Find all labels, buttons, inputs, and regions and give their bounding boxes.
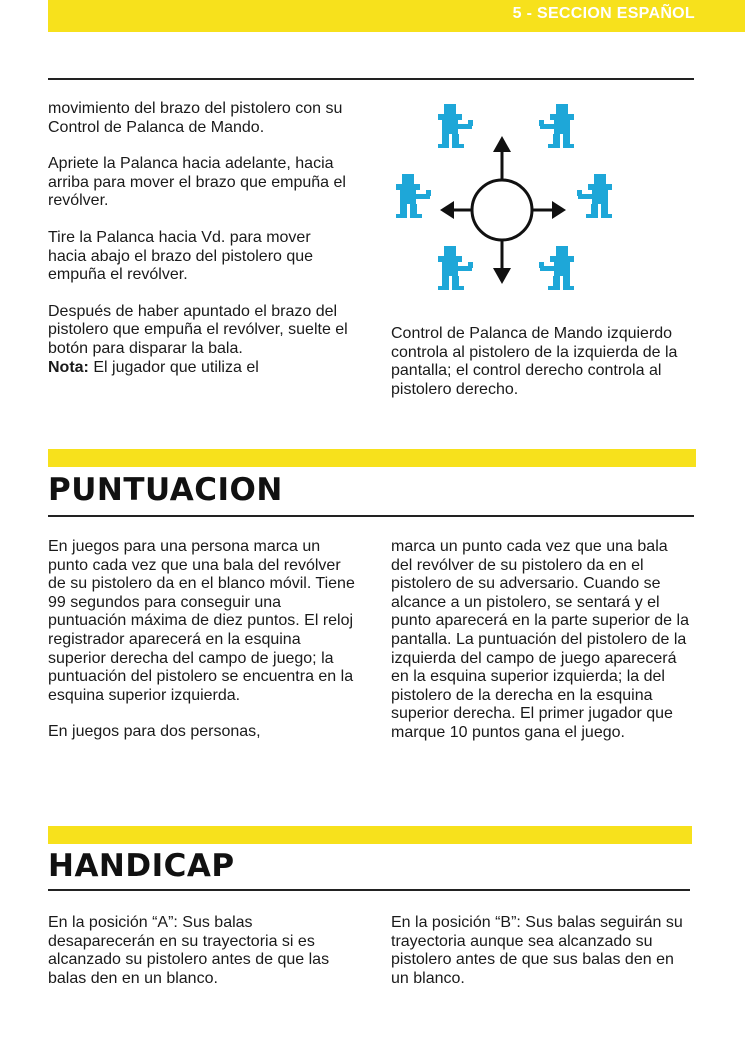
- intro-left-column: [48, 100, 348, 377]
- gunman-icon-bottom-left: [438, 246, 473, 290]
- puntuacion-paragraph-1: En juegos para una persona marca un punto cada vez que una bala del revólver de su pistolero da en el blanco móvil. Tiene 99 segundos para conseguir una puntuación máxima de diez puntos. El reloj registrador aparecerá en la esquina superior derecha del campo de juego; la puntuación del pistolero se encuentra en la esquina superior izquierda.: [48, 538, 355, 704]
- section-label: 5 - SECCION ESPAÑOL: [512, 5, 695, 22]
- handicap-rule: [48, 889, 690, 891]
- handicap-yellow-bar: [48, 826, 692, 844]
- arrow-down-icon: [493, 268, 511, 284]
- intro-paragraph-4: Después de haber apuntado el brazo del pistolero que empuña el revólver, suelte el botón para disparar la bala.: [48, 302, 348, 357]
- puntuacion-paragraph-2: En juegos para dos personas,: [48, 723, 261, 741]
- intro-note: [48, 359, 348, 378]
- arrow-left-icon: [440, 201, 454, 219]
- handicap-heading: HANDICAP: [48, 848, 235, 884]
- diagram-caption: Control de Palanca de Mando izquierdo controla al pistolero de la izquierda de la pantalla; el control derecho controla al pistolero derecho.: [391, 325, 678, 398]
- puntuacion-yellow-bar: [48, 449, 696, 467]
- handicap-left-column: En la posición “A”: Sus balas desaparecerán en su trayectoria si es alcanzado su pistolero antes de que las balas den en un blanco.: [48, 914, 330, 987]
- puntuacion-paragraph-3: marca un punto cada vez que una bala del revólver de su pistolero da en el pistolero de su adversario. Cuando se alcance a un pistolero, se sentará y el punto aparecerá en la parte superior de la pantalla. La puntuación del pistolero de la izquierda del campo de juego aparecerá en la esquina superior izquierda; la del pistolero de la derecha en la esquina superior derecha. El primer jugador que marque 10 puntos gana el juego.: [391, 538, 689, 741]
- joystick-direction-diagram: [392, 98, 620, 316]
- top-rule: [48, 78, 694, 80]
- gunman-icon-top-right: [539, 104, 574, 148]
- puntuacion-rule: [48, 515, 694, 517]
- puntuacion-left-column: [48, 538, 358, 760]
- joystick-circle-icon: [472, 180, 532, 240]
- arrow-right-icon: [552, 201, 566, 219]
- section-header-bar: [48, 0, 745, 32]
- gunman-icon-mid-right: [577, 174, 612, 218]
- arrow-up-icon: [493, 136, 511, 152]
- gunman-icon-mid-left: [396, 174, 431, 218]
- intro-paragraph-2: Apriete la Palanca hacia adelante, hacia arriba para mover el brazo que empuña el revólver.: [48, 155, 346, 210]
- handicap-right-column: En la posición “B”: Sus balas seguirán su trayectoria aunque sea alcanzado su pistolero antes de que sus balas den en un blanco.: [391, 914, 683, 987]
- intro-paragraph-1: movimiento del brazo del pistolero con su Control de Palanca de Mando.: [48, 100, 343, 136]
- gunman-icon-top-left: [438, 104, 473, 148]
- puntuacion-heading: PUNTUACION: [48, 472, 283, 508]
- gunman-icon-bottom-right: [539, 246, 574, 290]
- note-text: El jugador que utiliza el: [88, 358, 259, 376]
- puntuacion-right-column: [391, 538, 691, 761]
- intro-paragraph-3: Tire la Palanca hacia Vd. para mover hacia abajo el brazo del pistolero que empuña el revólver.: [48, 228, 314, 284]
- note-label: Nota:: [48, 358, 89, 376]
